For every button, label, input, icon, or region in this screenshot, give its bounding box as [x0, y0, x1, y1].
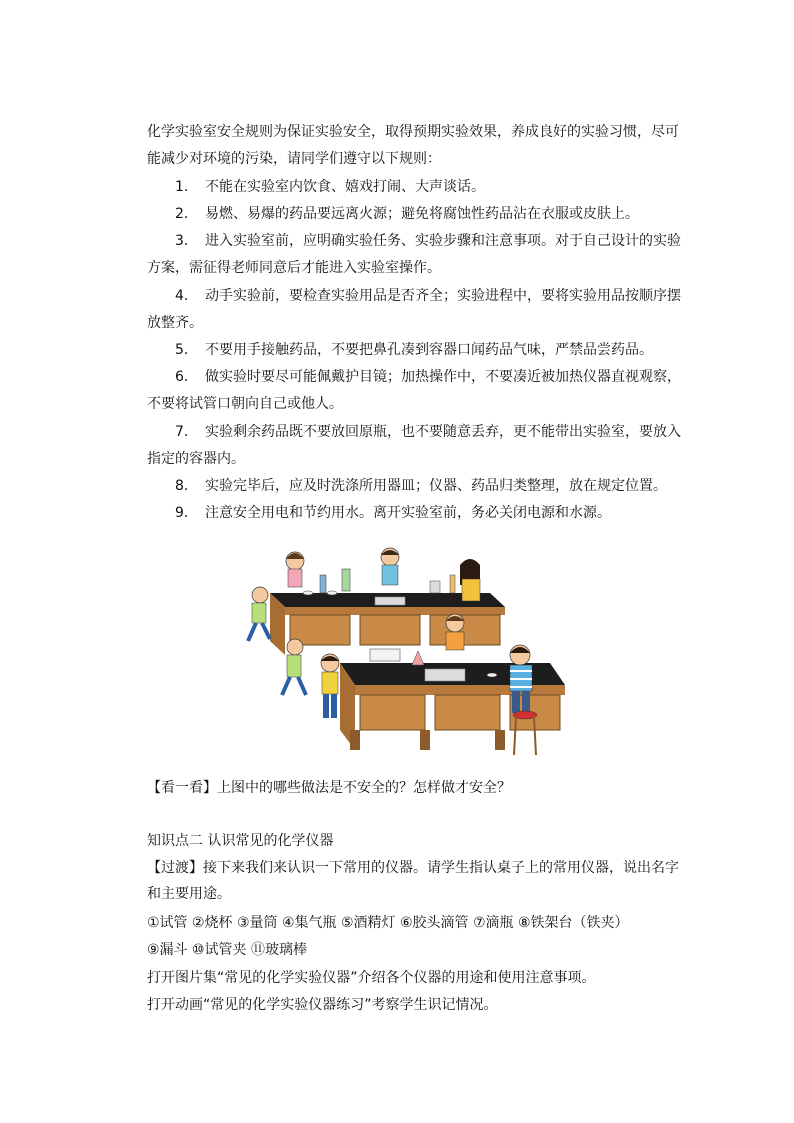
rule-item [175, 284, 681, 308]
rule-number: 2. [175, 206, 189, 222]
rule-item [175, 202, 639, 226]
rule-item [175, 365, 681, 389]
rule-item [175, 175, 485, 199]
rule-text: 动手实验前，要检查实验用品是否齐全；实验进程中，要将实验用品按顺序摆 [205, 288, 681, 304]
rule-text: 易燃、易爆的药品要远离火源；避免将腐蚀性药品沾在衣服或皮肤上。 [205, 206, 639, 222]
intro-line-2: 能减少对环境的污染，请同学们遵守以下规则： [147, 151, 441, 167]
rule-item [175, 420, 681, 444]
rule-number: 9. [175, 505, 189, 521]
rule-number: 6. [175, 369, 189, 385]
intro-line-1: 化学实验室安全规则为保证实验安全，取得预期实验效果，养成良好的实验习惯，尽可 [147, 124, 679, 140]
rule-continuation: 指定的容器内。 [147, 451, 245, 467]
instrument-list-line-2: ⑨漏斗 ⑩试管夹 ⑪玻璃棒 [147, 942, 308, 958]
rule-number: 3. [175, 233, 189, 249]
rule-number: 4. [175, 288, 189, 304]
rule-item [175, 501, 611, 525]
rule-text: 不能在实验室内饮食、嬉戏打闹、大声谈话。 [205, 179, 485, 195]
rule-text: 不要用手接触药品，不要把鼻孔凑到容器口闻药品气味，严禁品尝药品。 [205, 342, 653, 358]
rule-item [175, 474, 667, 498]
rule-number: 1. [175, 179, 189, 195]
lab-illustration [230, 545, 575, 765]
front-lab-bench [340, 649, 565, 750]
section-heading: 知识点二 认识常见的化学仪器 [147, 833, 334, 849]
rule-item [175, 338, 653, 362]
transition-line-2: 和主要用途。 [147, 886, 231, 902]
rule-number: 7. [175, 424, 189, 440]
rule-continuation: 不要将试管口朝向自己或他人。 [147, 396, 343, 412]
rule-number: 5. [175, 342, 189, 358]
rule-text: 注意安全用电和节约用水。离开实验室前，务必关闭电源和水源。 [205, 505, 611, 521]
rule-text: 实验完毕后，应及时洗涤所用器皿；仪器、药品归类整理，放在规定位置。 [205, 478, 667, 494]
rule-number: 8. [175, 478, 189, 494]
instruction-open-animation: 打开动画“常见的化学实验仪器练习”考察学生识记情况。 [147, 997, 498, 1013]
rule-text: 做实验时要尽可能佩戴护目镜；加热操作中，不要凑近被加热仪器直视观察， [205, 369, 681, 385]
instruction-open-picture-set: 打开图片集“常见的化学实验仪器”介绍各个仪器的用途和使用注意事项。 [147, 970, 596, 986]
instrument-list-line-1: ①试管 ②烧杯 ③量筒 ④集气瓶 ⑤酒精灯 ⑥胶头滴管 ⑦滴瓶 ⑧铁架台（铁夹） [147, 915, 629, 931]
rule-text: 进入实验室前，应明确实验任务、实验步骤和注意事项。对于自己设计的实验 [205, 233, 681, 249]
rule-text: 实验剩余药品既不要放回原瓶，也不要随意丢弃，更不能带出实验室，要放入 [205, 424, 681, 440]
look-question: 【看一看】上图中的哪些做法是不安全的？怎样做才安全？ [147, 780, 511, 796]
rule-continuation: 方案，需征得老师同意后才能进入实验室操作。 [147, 260, 441, 276]
transition-line-1: 【过渡】接下来我们来认识一下常用的仪器。请学生指认桌子上的常用仪器，说出名字 [147, 860, 679, 876]
rule-continuation: 放整齐。 [147, 315, 203, 331]
rule-item [175, 229, 681, 253]
